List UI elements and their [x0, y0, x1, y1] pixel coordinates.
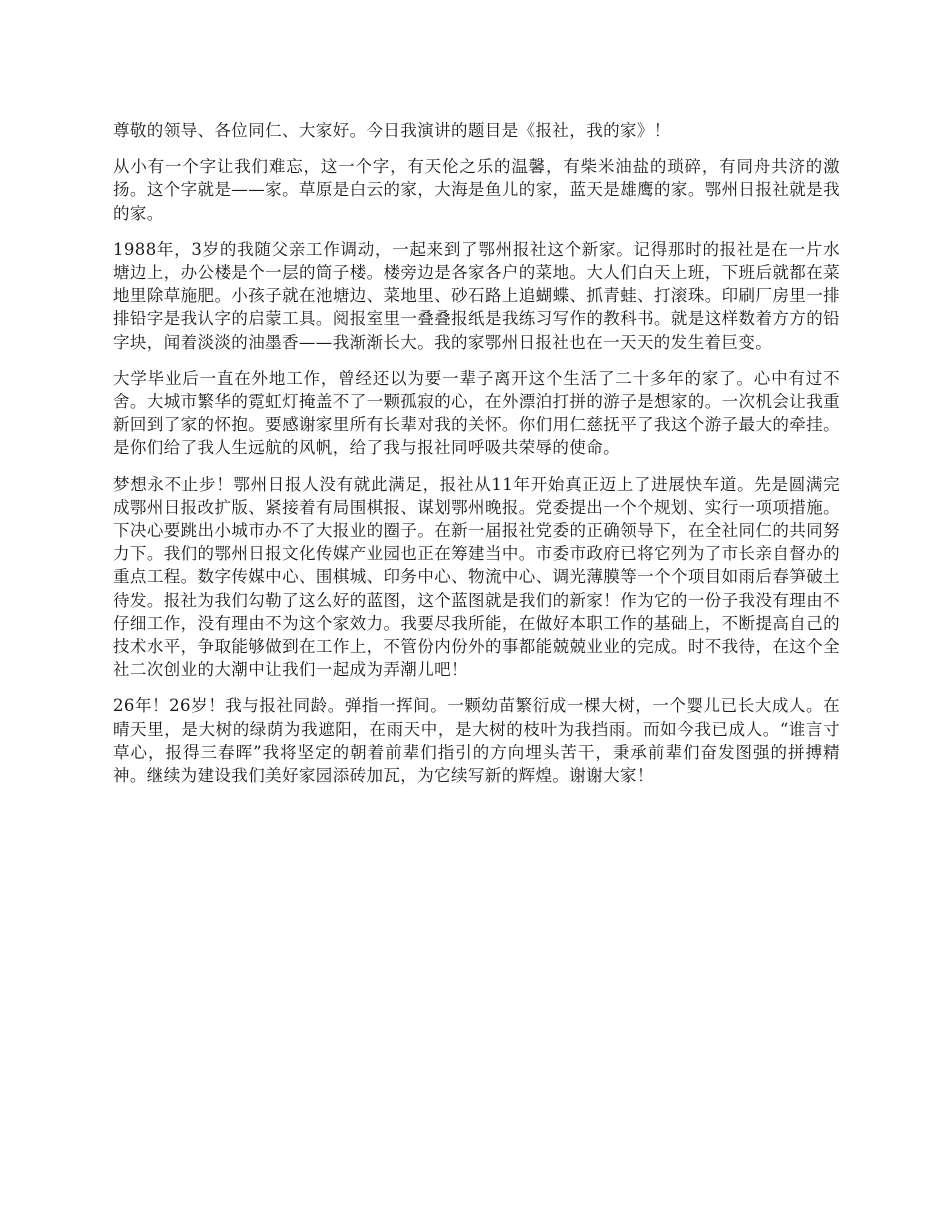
paragraph-childhood: 1988年，3岁的我随父亲工作调动，一起来到了鄂州报社这个新家。记得那时的报社是在一片水塘边上，办公楼是个一层的筒子楼。楼旁边是各家各户的菜地。大人们白天上班，下班后就都在菜地里除草施肥。小孩子就在池塘边、菜地里、砂石路上追蝴蝶、抓青蛙、打滚珠。印刷厂房里一排排铅字是我认字的启蒙工具。阅报室里一叠叠报纸是我练习写作的教科书。就是这样数着方方的铅字块，闻着淡淡的油墨香——我渐渐长大。我的家鄂州日报社也在一天天的发生着巨变。: [113, 239, 840, 352]
paragraph-home-meaning: 从小有一个字让我们难忘，这一个字，有天伦之乐的温馨，有柴米油盐的琐碎，有同舟共济的激扬。这个字就是——家。草原是白云的家，大海是鱼儿的家，蓝天是雄鹰的家。鄂州日报社就是我的家。: [113, 157, 840, 223]
paragraph-development: 梦想永不止步！鄂州日报人没有就此满足，报社从11年开始真正迈上了进展快车道。先是圆满完成鄂州日报改扩版、紧接着有局围棋报、谋划鄂州晚报。党委提出一个个规划、实行一项项措施。下决心要跳出小城市办不了大报业的圈子。在新一届报社党委的正确领导下，在全社同仁的共同努力下。我们的鄂州日报文化传媒产业园也正在筹建当中。市委市政府已将它列为了市长亲自督办的重点工程。数字传媒中心、围棋城、印务中心、物流中心、调光薄膜等一个个项目如雨后春笋破土待发。报社为我们勾勒了这么好的蓝图，这个蓝图就是我们的新家！作为它的一份子我没有理由不仔细工作，没有理由不为这个家效力。我要尽我所能，在做好本职工作的基础上，不断提高自己的技术水平，争取能够做到在工作上，不管份内份外的事都能兢兢业业的完成。时不我待，在这个全社二次创业的大潮中让我们一起成为弄潮儿吧！: [113, 474, 840, 680]
paragraph-closing: 26年！26岁！我与报社同龄。弹指一挥间。一颗幼苗繁衍成一棵大树，一个婴儿已长大成人。在晴天里，是大树的绿荫为我遮阳，在雨天中，是大树的枝叶为我挡雨。而如今我已成人。“谁言寸草心，报得三春晖”我将坚定的朝着前辈们指引的方向埋头苦干，秉承前辈们奋发图强的拼搏精神。继续为建设我们美好家园添砖加瓦，为它续写新的辉煌。谢谢大家！: [113, 696, 840, 786]
document-page: [113, 119, 840, 800]
paragraph-return-home: 大学毕业后一直在外地工作，曾经还以为要一辈子离开这个生活了二十多年的家了。心中有过不舍。大城市繁华的霓虹灯掩盖不了一颗孤寂的心，在外漂泊打拼的游子是想家的。一次机会让我重新回到了家的怀抱。要感谢家里所有长辈对我的关怀。你们用仁慈抚平了我这个游子最大的牵挂。是你们给了我人生远航的风帆，给了我与报社同呼吸共荣辱的使命。: [113, 368, 840, 458]
paragraph-greeting: 尊敬的领导、各位同仁、大家好。今日我演讲的题目是《报社，我的家》！: [113, 121, 671, 140]
